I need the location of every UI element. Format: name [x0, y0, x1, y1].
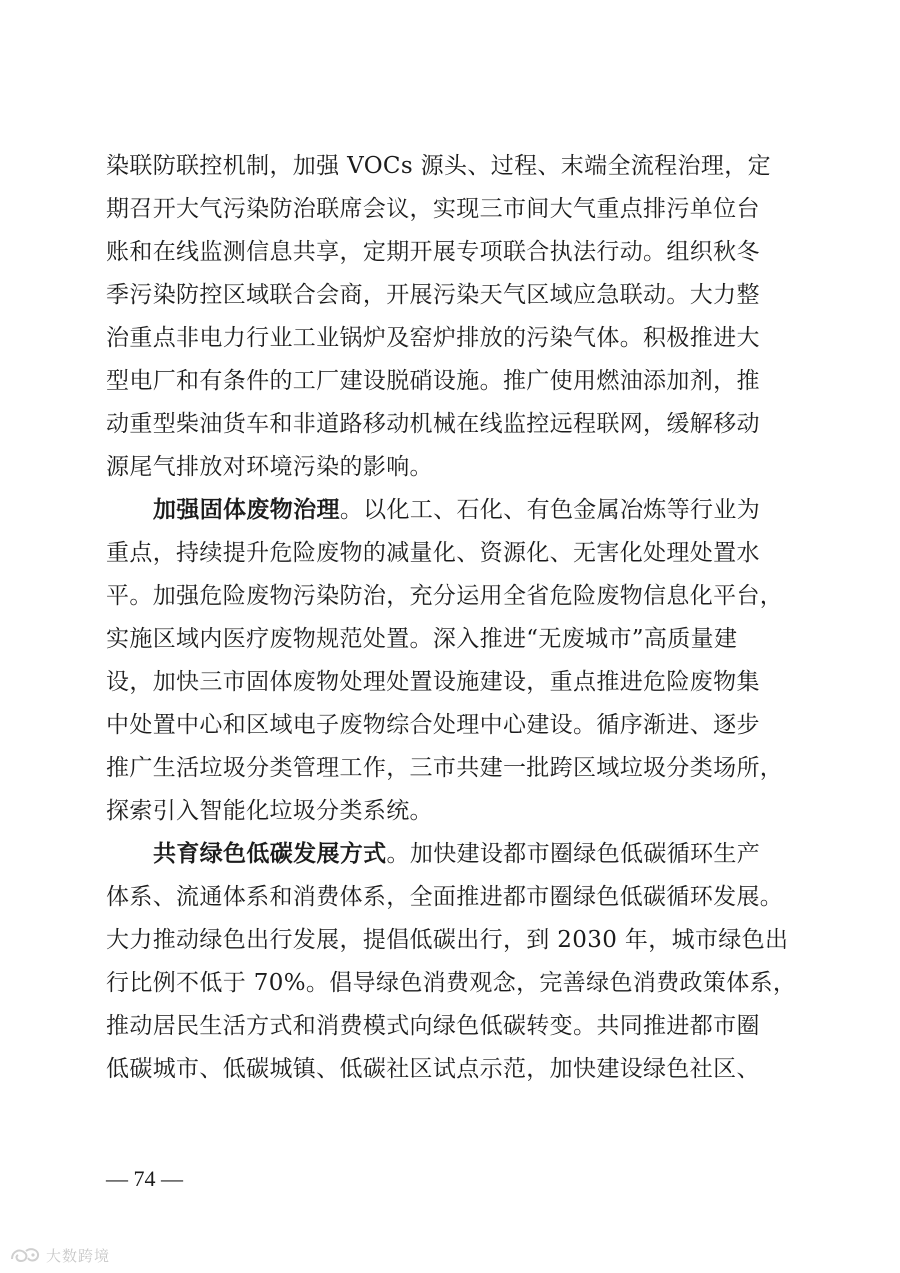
text-line: 低碳城市、低碳城镇、低碳社区试点示范，加快建设绿色社区、: [106, 1056, 760, 1082]
section-heading: 加强固体废物治理: [153, 497, 340, 523]
brand-logo-icon: [8, 1245, 42, 1265]
text-line: [106, 833, 796, 876]
text-line: 行比例不低于 70%。倡导绿色消费观念，完善绿色消费政策体系，: [106, 970, 797, 996]
text-line: 推广生活垃圾分类管理工作，三市共建一批跨区域垃圾分类场所，: [106, 755, 784, 781]
text-line: 染联防联控机制，加强 VOCs 源头、过程、末端全流程治理，定: [106, 153, 771, 179]
text-line: 动重型柴油货车和非道路移动机械在线监控远程联网，缓解移动: [106, 411, 760, 437]
text-line: 型电厂和有条件的工厂建设脱硝设施。推广使用燃油添加剂，推: [106, 368, 760, 394]
text-line: 期召开大气污染防治联席会议，实现三市间大气重点排污单位台: [106, 196, 760, 222]
paragraph-solid-waste: [106, 489, 796, 833]
text-line: 平。加强危险废物污染防治，充分运用全省危险废物信息化平台，: [106, 583, 784, 609]
text-line: 探索引入智能化垃圾分类系统。: [106, 798, 433, 824]
text-line: 中处置中心和区域电子废物综合处理中心建设。循序渐进、逐步: [106, 712, 760, 738]
watermark-text: 大数跨境: [46, 1246, 111, 1265]
text-line: 推动居民生活方式和消费模式向绿色低碳转变。共同推进都市圈: [106, 1013, 760, 1039]
text-run: 。以化工、石化、有色金属冶炼等行业为: [339, 497, 761, 523]
body-text: [106, 145, 796, 1091]
text-line: 治重点非电力行业工业锅炉及窑炉排放的污染气体。积极推进大: [106, 325, 760, 351]
paragraph-air-pollution: [106, 145, 796, 489]
page-number: — 74 —: [106, 1166, 183, 1191]
paragraph-green-lowcarbon: [106, 833, 796, 1091]
watermark: [8, 1244, 110, 1266]
text-line: 设，加快三市固体废物处理处置设施建设，重点推进危险废物集: [106, 669, 760, 695]
text-line: 季污染防控区域联合会商，开展污染天气区域应急联动。大力整: [106, 282, 760, 308]
text-line: 体系、流通体系和消费体系，全面推进都市圈绿色低碳循环发展。: [106, 884, 784, 910]
text-line: 大力推动绿色出行发展，提倡低碳出行，到 2030 年，城市绿色出: [106, 927, 789, 953]
text-line: 重点，持续提升危险废物的减量化、资源化、无害化处理处置水: [106, 540, 760, 566]
text-line: [106, 489, 796, 532]
text-line: 实施区域内医疗废物规范处置。深入推进“无废城市”高质量建: [106, 626, 738, 652]
text-run: 。加快建设都市圈绿色低碳循环生产: [386, 841, 761, 867]
section-heading: 共育绿色低碳发展方式: [153, 841, 387, 867]
text-line: 账和在线监测信息共享，定期开展专项联合执法行动。组织秋冬: [106, 239, 760, 265]
text-line: 源尾气排放对环境污染的影响。: [106, 454, 433, 480]
